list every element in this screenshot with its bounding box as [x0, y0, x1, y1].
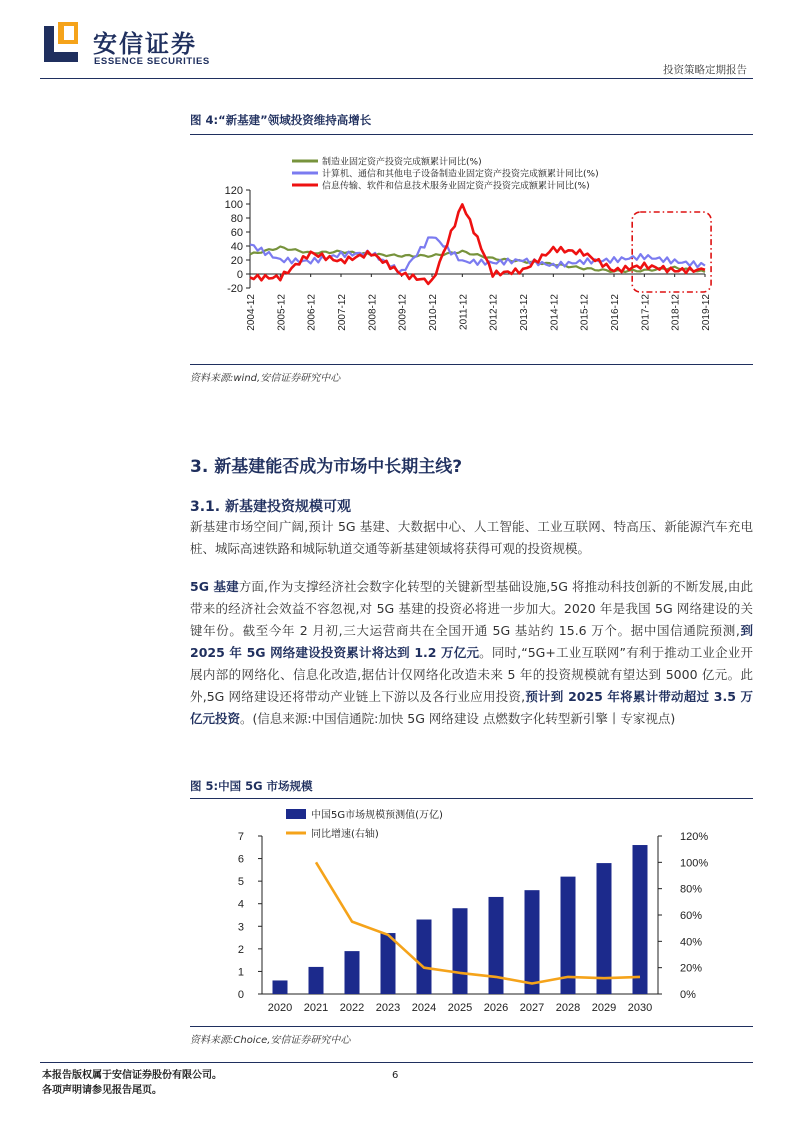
- bar: [489, 897, 504, 994]
- bar: [417, 920, 432, 994]
- bar: [453, 908, 468, 994]
- y-tick-label-right: 20%: [680, 962, 703, 975]
- x-tick-label: 2010-12: [428, 294, 439, 331]
- brand-name-cn: 安信证券: [93, 30, 197, 58]
- legend-swatch-bars: [286, 809, 306, 819]
- y-tick-label-right: 40%: [680, 936, 703, 949]
- y-tick-label: 120: [224, 185, 243, 197]
- y-tick-label: 60: [230, 227, 243, 239]
- x-tick-label: 2007-12: [337, 294, 348, 331]
- y-tick-label-left: 1: [237, 966, 244, 979]
- paragraph-2: [190, 576, 753, 730]
- p2-bold-3: 预计到 2025 年将累计带动超过 3.5 万亿元投资: [190, 689, 753, 726]
- legend-label-line: 同比增速(右轴): [311, 829, 379, 840]
- figure5-source: 资料来源:Choice,安信证券研究中心: [190, 1035, 351, 1046]
- y-tick-label: 100: [224, 199, 243, 211]
- x-tick-label: 2030: [627, 1002, 653, 1014]
- y-tick-label-left: 7: [237, 831, 244, 843]
- bar: [345, 951, 360, 994]
- figure5-bottom-rule: [190, 1026, 753, 1027]
- x-tick-label: 2011-12: [458, 294, 470, 330]
- x-tick-label: 2021: [303, 1002, 329, 1014]
- x-tick-label: 2024: [411, 1002, 437, 1014]
- p2-text-c: 。(信息来源:中国信通院:加快 5G 网络建设 点燃数字化转型新引擎丨专家视点): [240, 711, 676, 726]
- y-tick-label-left: 3: [237, 921, 244, 934]
- y-tick-label-right: 100%: [680, 857, 709, 870]
- section-heading: 3. 新基建能否成为市场中长期主线?: [190, 457, 463, 477]
- header-divider: [40, 78, 753, 79]
- footer-line-2: 各项声明请参见报告尾页。: [42, 1085, 162, 1096]
- highlight-box: [632, 212, 711, 292]
- x-tick-label: 2026: [483, 1002, 509, 1014]
- footer-disclaimer: [42, 1068, 222, 1098]
- figure4-source: 资料来源:wind,安信证券研究中心: [190, 373, 341, 384]
- figure4-top-rule: [190, 134, 753, 135]
- x-tick-label: 2012-12: [488, 294, 500, 331]
- x-tick-label: 2018-12: [670, 293, 682, 331]
- x-tick-label: 2005-12: [276, 294, 288, 331]
- bar: [273, 980, 288, 994]
- y-tick-label-left: 2: [237, 943, 244, 956]
- y-tick-label-left: 0: [237, 989, 244, 1001]
- legend-label-2: 信息传输、软件和信息技术服务业固定资产投资完成额累计同比(%): [322, 181, 590, 192]
- y-tick-label-left: 4: [237, 898, 244, 911]
- p2-text-a: 方面,作为支撑经济社会数字化转型的关键新型基础设施,5G 将推动科技创新的不断发展,由此带来的经济社会效益不容忽视,对 5G 基建的投资必将进一步加大。2020 年是我国 5G 网络建设的关键年份。截至今年 2 月初,三大运营商共在全国开通 5G 基站约 15.6 万个。据中国信通院预测,: [190, 579, 753, 638]
- x-tick-label: 2020: [267, 1002, 293, 1014]
- y-tick-label: 40: [230, 241, 243, 253]
- x-tick-label: 2015-12: [579, 294, 591, 331]
- x-tick-label: 2023: [375, 1002, 401, 1014]
- y-tick-label-right: 80%: [680, 883, 703, 896]
- y-tick-label: 20: [230, 255, 243, 267]
- report-type: 投资策略定期报告: [663, 64, 747, 76]
- bar: [597, 863, 612, 994]
- x-tick-label: 2028: [555, 1002, 581, 1014]
- y-tick-label-right: 60%: [680, 910, 703, 922]
- y-tick-label-right: 120%: [680, 831, 709, 843]
- x-tick-label: 2017-12: [640, 294, 652, 331]
- footer-divider: [40, 1062, 753, 1063]
- y-tick-label: 80: [230, 213, 243, 225]
- x-tick-label: 2022: [339, 1002, 365, 1014]
- x-tick-label: 2019-12: [701, 294, 712, 331]
- logo-icon: [44, 22, 78, 62]
- x-tick-label: 2013-12: [519, 294, 530, 331]
- figure5-chart: [190, 802, 753, 1024]
- y-tick-label: 0: [236, 269, 243, 281]
- p2-bold-2: 到 2025 年 5G 网络建设投资累计将达到 1.2 万亿元: [190, 623, 753, 660]
- brand-name-en: ESSENCE SECURITIES: [94, 56, 210, 67]
- page-header: [0, 0, 793, 82]
- paragraph-1: 新基建市场空间广阔,预计 5G 基建、大数据中心、人工智能、工业互联网、特高压、新能源汽车充电桩、城际高速铁路和城际轨道交通等新基建领域将获得可观的投资规模。: [190, 519, 753, 556]
- x-tick-label: 2008-12: [367, 294, 379, 331]
- bar: [309, 967, 324, 994]
- bar: [633, 845, 648, 994]
- figure4-chart: [190, 150, 753, 360]
- bar: [381, 933, 396, 994]
- legend-label-0: 制造业固定资产投资完成额累计同比(%): [322, 157, 482, 168]
- bar: [525, 890, 540, 994]
- figure4-title: 图 4:“新基建”领域投资维持高增长: [190, 113, 372, 127]
- growth-line: [316, 862, 640, 983]
- x-tick-label: 2016-12: [610, 294, 621, 331]
- x-tick-label: 2027: [519, 1002, 545, 1014]
- y-tick-label: -20: [227, 283, 243, 295]
- x-tick-label: 2025: [447, 1002, 473, 1014]
- figure4-bottom-rule: [190, 364, 753, 365]
- y-tick-label-left: 5: [237, 876, 244, 889]
- x-tick-label: 2014-12: [549, 294, 561, 331]
- y-tick-label-right: 0%: [680, 989, 696, 1001]
- p2-text-b: 。同时,“5G+工业互联网”有利于推动工业企业开展内部的网络化、信息化改造,据估计仅网络化改造未来 5 年的投资规模就有望达到 5000 亿元。此外,5G 网络建设还将带动产业链上下游以及各行业应用投资,: [190, 645, 753, 704]
- subsection-heading: 3.1. 新基建投资规模可观: [190, 499, 351, 515]
- page-number: 6: [392, 1070, 399, 1081]
- x-tick-label: 2029: [591, 1002, 617, 1014]
- x-tick-label: 2004-12: [246, 294, 257, 331]
- x-tick-label: 2006-12: [306, 294, 318, 331]
- y-tick-label-left: 6: [237, 853, 244, 866]
- figure5-top-rule: [190, 798, 753, 799]
- legend-label-bars: 中国5G市场规模预测值(万亿): [311, 810, 443, 821]
- legend-label-1: 计算机、通信和其他电子设备制造业固定资产投资完成额累计同比(%): [322, 169, 599, 180]
- figure5-title: 图 5:中国 5G 市场规模: [190, 779, 313, 793]
- x-tick-label: 2009-12: [397, 294, 409, 331]
- footer-line-1: 本报告版权属于安信证券股份有限公司。: [42, 1070, 222, 1081]
- p2-bold-1: 5G 基建: [190, 579, 239, 594]
